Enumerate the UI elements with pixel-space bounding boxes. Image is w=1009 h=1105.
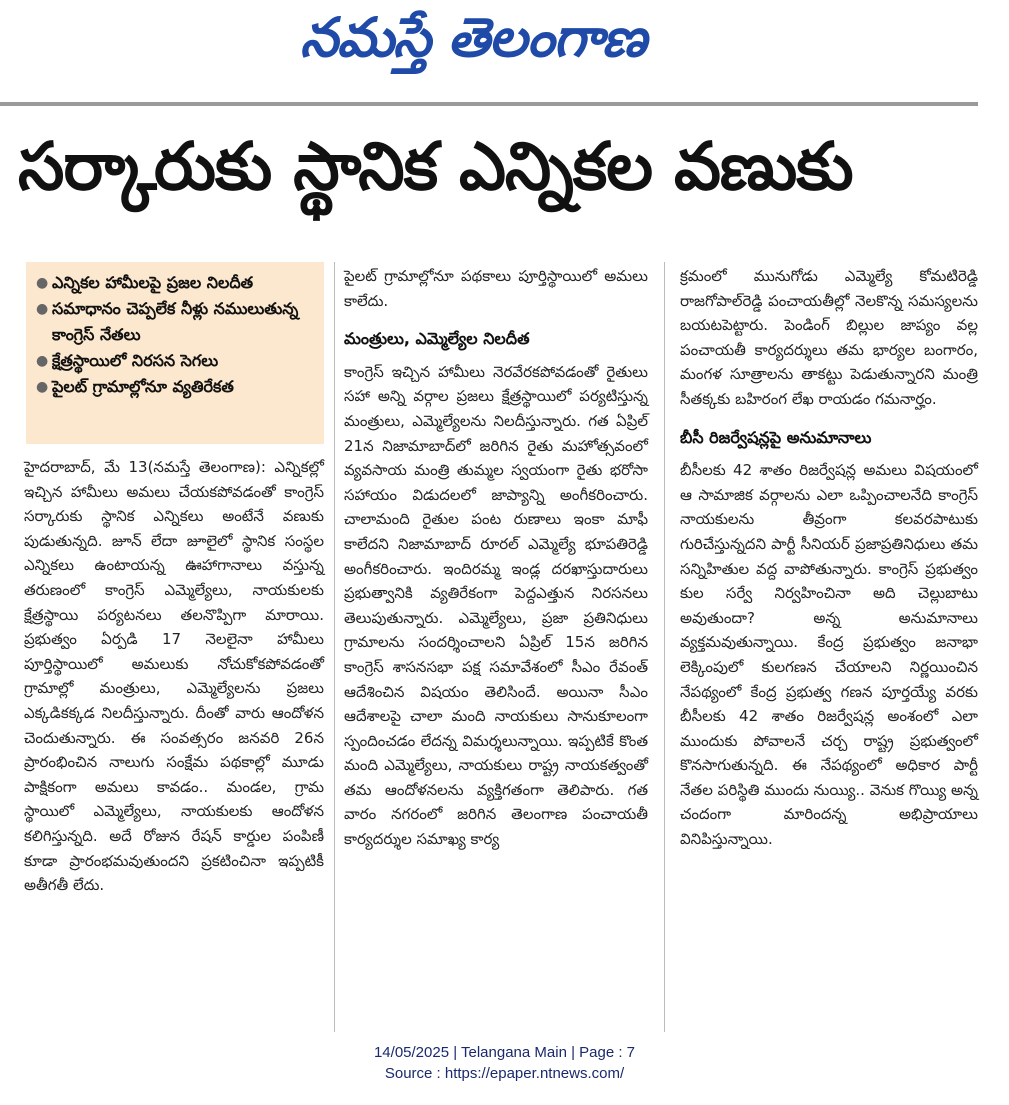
highlights-box: [26, 262, 324, 444]
paragraph: కాంగ్రెస్ ఇచ్చిన హామీలు నెరవేరకపోవడంతో రైతులు సహా అన్ని వర్గాల ప్రజలు క్షేత్రస్థాయిలో పర్యటిస్తున్న మంత్రులు, ఎమ్మెల్యేలను నిలదీస్తున్నారు. గత ఏప్రిల్ 21న నిజామాబాద్‌లో జరిగిన రైతు మహోత్సవంలో వ్యవసాయ మంత్రి తుమ్మల స్వయంగా రైతు భరోసా సహాయం విడుదలలో జాప్యాన్ని అంగీకరించారు. చాలామంది రైతుల పంట రుణాలు ఇంకా మాఫీ కాలేదని నిజామాబాద్ రూరల్ ఎమ్మెల్యే భూపతిరెడ్డి అంగీకరించారు. ఇందిరమ్మ ఇండ్ల దరఖాస్తుదారులు ప్రభుత్వానికి వ్యతిరేకంగా పెద్దఎత్తున నిరసనలు తెలుపుతున్నారు. ఎమ్మెల్యేలు, ప్రజా ప్రతినిధులు గ్రామాలను సందర్శించాలని ఏప్రిల్ 15న జరిగిన కాంగ్రెస్ శాసనసభా పక్ష సమావేశంలో సీఎం రేవంత్ ఆదేశించిన విషయం తెలిసిందే. అయినా సీఎం ఆదేశాలపై చాలా మంది నాయకులు సానుకూలంగా స్పందించడం లేదన్న విమర్శలున్నాయి. ఇప్పటికే కొంత మంది ఎమ్మెల్యేలు, నాయకులు రాష్ట్ర నాయకత్వంతో తమ ఆందోళనలను వ్యక్తిగతంగా తెలిపారు. గత వారం నగరంలో జరిగిన తెలంగాణ పంచాయతీ కార్యదర్శుల సమాఖ్య కార్య: [344, 362, 648, 849]
subheading: బీసీ రిజర్వేషన్లపై అనుమానాలు: [680, 427, 872, 447]
bullet-icon: ●: [36, 379, 49, 395]
footer-date-edition: 14/05/2025 | Telangana Main | Page : 7: [373, 1044, 636, 1061]
article-column-1: [24, 455, 324, 898]
masthead: [0, 0, 1009, 100]
highlight-item: ● క్షేత్రస్థాయిలో నిరసన సెగలు: [34, 348, 320, 374]
bullet-icon: ●: [36, 275, 49, 291]
footer-source-link[interactable]: Source : https://epaper.ntnews.com/: [384, 1065, 625, 1082]
article-column-2: [344, 264, 648, 852]
paragraph: బీసీలకు 42 శాతం రిజర్వేషన్ల అమలు విషయంలో ఆ సామాజిక వర్గాలను ఎలా ఒప్పించాలనేది కాంగ్రెస్ నాయకులను తీవ్రంగా కలవరపాటుకు గురిచేస్తున్నదని పార్టీ సీనియర్ ప్రజాప్రతినిధులు తమ సన్నిహితుల వద్ద వాపోతున్నారు. కాంగ్రెస్ ప్రభుత్వం కుల సర్వే నిర్వహించినా అది చెల్లుబాటు అవుతుందా? అన్న అనుమానాలు వ్యక్తమవుతున్నాయి. కేంద్ర ప్రభుత్వం జనాభా లెక్కింపులో కులగణన చేయాలని నిర్ణయించిన నేపథ్యంలో కేంద్ర ప్రభుత్వ గణన పూర్తయ్యే వరకు బీసీలకు 42 శాతం రిజర్వేషన్ల అంశంలో ఎలా ముందుకు పోవాలనే చర్చ రాష్ట్ర ప్రభుత్వంలో కొనసాగుతున్నది. ఈ నేపథ్యంలో అధికార పార్టీ నేతల పరిస్థితి ముందు నుయ్యి.. వెనుక గొయ్యి అన్న చందంగా మారిందన్న అభిప్రాయాలు వినిపిస్తున్నాయి.: [680, 461, 978, 849]
article-headline: సర్కారుకు స్థానిక ఎన్నికల వణుకు: [18, 128, 853, 205]
subheading: మంత్రులు, ఎమ్మెల్యేల నిలదీత: [344, 329, 530, 349]
bullet-icon: ●: [36, 301, 49, 317]
article-column-3: [680, 264, 978, 852]
page-footer: [0, 1042, 1009, 1084]
highlight-item: ● ఎన్నికల హామీలపై ప్రజల నిలదీత: [34, 270, 320, 296]
paragraph: క్రమంలో మునుగోడు ఎమ్మెల్యే కోమటిరెడ్డి రాజగోపాల్‌రెడ్డి పంచాయతీల్లో నెలకొన్న సమస్యలను బయటపెట్టారు. పెండింగ్ బిల్లుల జాప్యం వల్ల పంచాయతీ కార్యదర్శులు తమ భార్యల బంగారం, మంగళ సూత్రాలను తాకట్టు పెడుతున్నారని మంత్రి సీతక్కకు బహిరంగ లేఖ రాయడం గమనార్హం.: [680, 267, 978, 408]
paragraph: హైదరాబాద్, మే 13(నమస్తే తెలంగాణ): ఎన్నికల్లో ఇచ్చిన హామీలు అమలు చేయకపోవడంతో కాంగ్రెస్ సర్కారుకు స్థానిక ఎన్నికలు అంటేనే వణుకు పుడుతున్నది. జూన్ లేదా జూలైలో స్థానిక సంస్థల ఎన్నికలు ఉంటాయన్న ఊహాగానాలు వస్తున్న తరుణంలో కాంగ్రెస్ ఎమ్మెల్యేలు, నాయకులకు క్షేత్రస్థాయి పర్యటనలు తలనొప్పిగా మారాయి. ప్రభుత్వం ఏర్పడి 17 నెలలైనా హామీలు పూర్తిస్థాయిలో అమలుకు నోచుకోకపోవడంతో గ్రామాల్లో మంత్రులు, ఎమ్మెల్యేలను ప్రజలు ఎక్కడికక్కడ నిలదీస్తున్నారు. దీంతో వారు ఆందోళన చెందుతున్నారు. ఈ సంవత్సరం జనవరి 26న ప్రారంభించిన నాలుగు సంక్షేమ పథకాల్లో మూడు పాక్షికంగా అమలు కావడం.. మండల, గ్రామ స్థాయిలో ఎమ్మెల్యేలు, నాయకులకు ఆందోళన కలిగిస్తున్నది. అదే రోజున రేషన్ కార్డుల పంపిణీ కూడా ప్రారంభమవుతుందని ప్రకటించినా ఇప్పటికీ అతీగతీ లేదు.: [24, 458, 324, 895]
masthead-divider: [0, 102, 978, 106]
highlight-item: ● సమాధానం చెప్పలేక నీళ్లు నములుతున్న కాంగ్రెస్ నేతలు: [34, 296, 320, 348]
column-divider: [334, 262, 335, 1032]
highlight-item: ● పైలట్ గ్రామాల్లోనూ వ్యతిరేకత: [34, 374, 320, 400]
newspaper-logo: నమస్తే తెలంగాణ: [300, 6, 646, 69]
paragraph: పైలట్ గ్రామాల్లోనూ పథకాలు పూర్తిస్థాయిలో అమలు కాలేదు.: [344, 267, 648, 310]
bullet-icon: ●: [36, 353, 49, 369]
column-divider: [664, 262, 665, 1032]
